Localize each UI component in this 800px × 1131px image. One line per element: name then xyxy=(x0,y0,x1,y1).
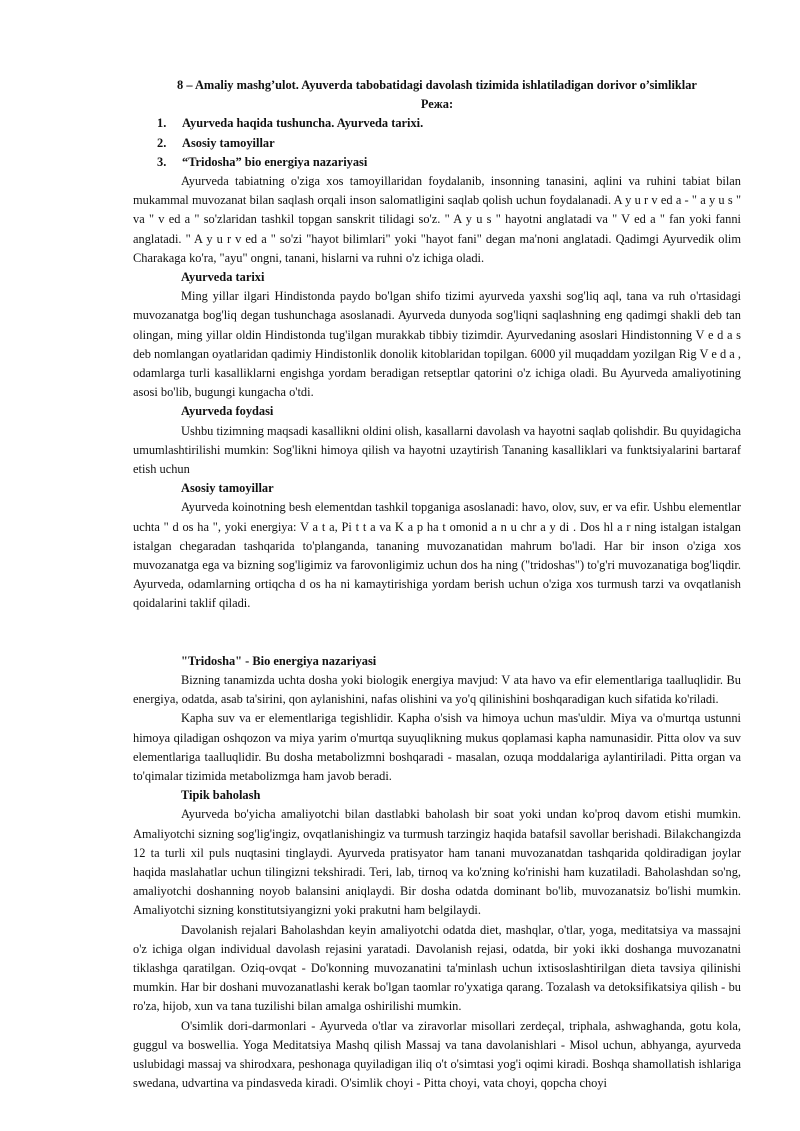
tridosha-paragraph-2: Kapha suv va er elementlariga tegishlidir. Kapha o'sish va himoya uchun mas'uldir. Miya va o'murtqa ustunni himoya qiladigan oshqozon va miya yarim o'murtqa suyuqlikning mukus qoplamasi kapha namunasidir. Pitta olov va suv elementlariga taalluqlidir. Bu dosha metabolizmni boshqaradi - masalan, ozuqa moddalariga aylantiriladi. Pitta organ va to'qimalar tizimida metabolizmga ham javob beradi. xyxy=(133,711,741,783)
intro-paragraph: Ayurveda tabiatning o'ziga xos tamoyillaridan foydalanib, insonning tanasini, aqlini va ruhini tabiat bilan mukammal muvozanat bilan saqlash orqali inson salomatligini saqlab qolish uchun foydalanadi. A y u r v ed a - " a y u s " va " v ed a " so'zlaridan tashkil topgan sanskrit tilidagi so'z. " A y u s " hayotni anglatadi va " V ed a " fan yoki fanni anglatadi. " A y u r v ed a " so'zi "hayot bilimlari" yoki "hayot fani" degan ma'noni anglatadi. Qadimgi Ayurvedik olim Charakaga ko'ra, "ayu" ongni, tanani, hislarni va ruhni o'z ichiga oladi. xyxy=(133,174,741,265)
tridosha-heading: "Tridosha" - Bio energiya nazariyasi xyxy=(181,653,377,668)
assessment-paragraph-2: Davolanish rejalari Baholashdan keyin amaliyotchi odatda diet, mashqlar, o'tlar, yoga, meditatsiya va massajni o'z ichiga olgan individual davolash rejasini yaratadi. Davolanish rejasi, odatda, bir yoki ikki doshanga muvozanatni tiklashga qaratilgan. Oziq-ovqat - Do'konning muvozanatini ta'minlash uchun ixtisoslashtirilgan dieta tavsiya qilinishi mumkin. Har bir doshani muvozanatlashi kerak bo'lgan taomlar ro'yxatiga qarang. Tozalash va detoksifikatsiya qilish - bu ro'za, hijob, xun va tana tuzilishi bilan amalga oshirilishi mumkin. xyxy=(133,922,741,1014)
plan-item-number: 1. xyxy=(157,116,167,131)
plan-item-1 xyxy=(133,114,741,133)
plan-item-2 xyxy=(133,134,741,153)
assessment-paragraph-3: O'simlik dori-darmonlari - Ayurveda o'tlar va ziravorlar misollari zerdeçal, triphala, ashwaghanda, gotu kola, guggul va boswellia. Yoga Meditatsiya Mashq qilish Massaj va tana davolanishlari - Misol uchun, abhyanga, ayurveda uslubidagi massaj va shirodxara, peshonaga quyiladigan iliq o't o'simtasi yog'i oqimi kiradi. Boshqa shamollatish ishlariga swedana, udvartina va pindasveda kiradi. O'simlik choyi - Pitta choyi, vata choyi, qopcha choyi xyxy=(133,1018,741,1091)
plan-list xyxy=(133,114,741,172)
plan-item-number: 2. xyxy=(157,135,167,150)
assessment-paragraph-1: Ayurveda bo'yicha amaliyotchi bilan dastlabki baholash bir soat yoki undan ko'proq davom etishi mumkin. Amaliyotchi sizning sog'lig'ingiz, ovqatlanishingiz va turmush tarzingiz haqida batafsil savollar berishadi. Bilakchangizda 12 ta turli xil puls nuqtasini tinglaydi. Ayurveda pratisyator ham tanani muvozanatdan tashqarida qoldiradigan joylar haqida maslahatlar uchun tilingizni tekshiradi. Teri, lab, tirnoq va ko'zning ko'rinishi ham kuzatiladi. Baholashdan so'ng, amaliyotchi doshanning noyob balansini aniqlaydi. Bir dosha odatda dominant bo'lib, muvozanatsiz bo'lishi mumkin. Amaliyotchi sizning konstitutsiyangizni yoki prakutni ham belgilaydi. xyxy=(133,807,741,918)
benefit-paragraph: Ushbu tizimning maqsadi kasallikni oldini olish, kasallarni davolash va hayotni saqlab qolishdir. Bu quyidagicha umumlashtirilishi mumkin: Sog'likni himoya qilish va hayotni uzaytirish Tananing kasalliklari va funktsiyalarini bartaraf etish uchun xyxy=(133,423,741,477)
benefit-heading: Ayurveda foydasi xyxy=(181,404,274,419)
plan-item-text: Asosiy tamoyillar xyxy=(182,135,275,150)
principles-heading: Asosiy tamoyillar xyxy=(181,481,274,496)
plan-item-text: “Tridosha” bio energiya nazariyasi xyxy=(182,154,368,169)
plan-item-3 xyxy=(133,153,741,172)
plan-label: Режа: xyxy=(420,97,454,112)
principles-paragraph: Ayurveda koinotning besh elementdan tashkil topganiga asoslanadi: havo, olov, suv, er va efir. Ushbu elementlar uchta " d os ha ", yoki energiya: V a t a, Pi t t a va K a p ha t omonid a n u chr a y di . Dos hl a r ning istalgan istalgan istalgan chegaradan tashqarida to'planganda, tananing muvozanatidan mahrum bo'ladi. Har bir inson o'ziga xos muvozanatga ega va bizning sog'ligimiz va farovonligimiz uchun dos ha ning ("tridoshas") to'g'ri muvozanatiga bog'liqdir. Ayurveda, odamlarning ortiqcha d os ha ni kamaytirishiga yordam berish uchun o'ziga xos turmush tarzi va ovqatlanish qoidalarini taklif qiladi. xyxy=(133,500,741,611)
history-paragraph: Ming yillar ilgari Hindistonda paydo bo'lgan shifo tizimi ayurveda yaxshi sog'liq aql, tana va ruh o'rtasidagi muvozanatga bog'liq degan tushunchaga asoslanadi. Ayurveda dunyoda sog'liqni saqlashning eng qadimgi shakli deb tan olingan, ming yillar oldin Hindistonda tug'ilgan murakkab tibbiy tizimdir. Ayurvedaning asoslari Hindistonning V e d a s deb nomlangan oyatlaridan qadimiy Hindistonlik donolik kitoblaridan topilgan. 6000 yil muqaddam yozilgan Rig V e d a , odamlarga turli kasalliklarni engishga yordam beradigan retseptlar qatorini o'z ichiga oladi. Bu Ayurveda amaliyotining asosi bo'lib, bugungi kungacha o'tdi. xyxy=(133,289,741,400)
history-heading: Ayurveda tarixi xyxy=(181,270,265,285)
section-gap xyxy=(133,614,741,652)
assessment-heading: Tipik baholash xyxy=(181,788,261,803)
page-title: 8 – Amaliy mashg’ulot. Ayuverda tabobatidagi davolash tizimida ishlatiladigan dorivor o’simliklar xyxy=(177,78,697,92)
plan-item-text: Ayurveda haqida tushuncha. Ayurveda tarixi. xyxy=(182,116,424,131)
plan-item-number: 3. xyxy=(157,154,167,169)
document-body xyxy=(133,76,741,1093)
tridosha-paragraph-1: Bizning tanamizda uchta dosha yoki biologik energiya mavjud: V ata havo va efir elementlariga taalluqlidir. Bu energiya, odatda, asab ta'sirini, qon aylanishini, nafas olishini va yo'q qilinishini boshqaradigan kuch sifatida ko'riladi. xyxy=(133,672,741,707)
